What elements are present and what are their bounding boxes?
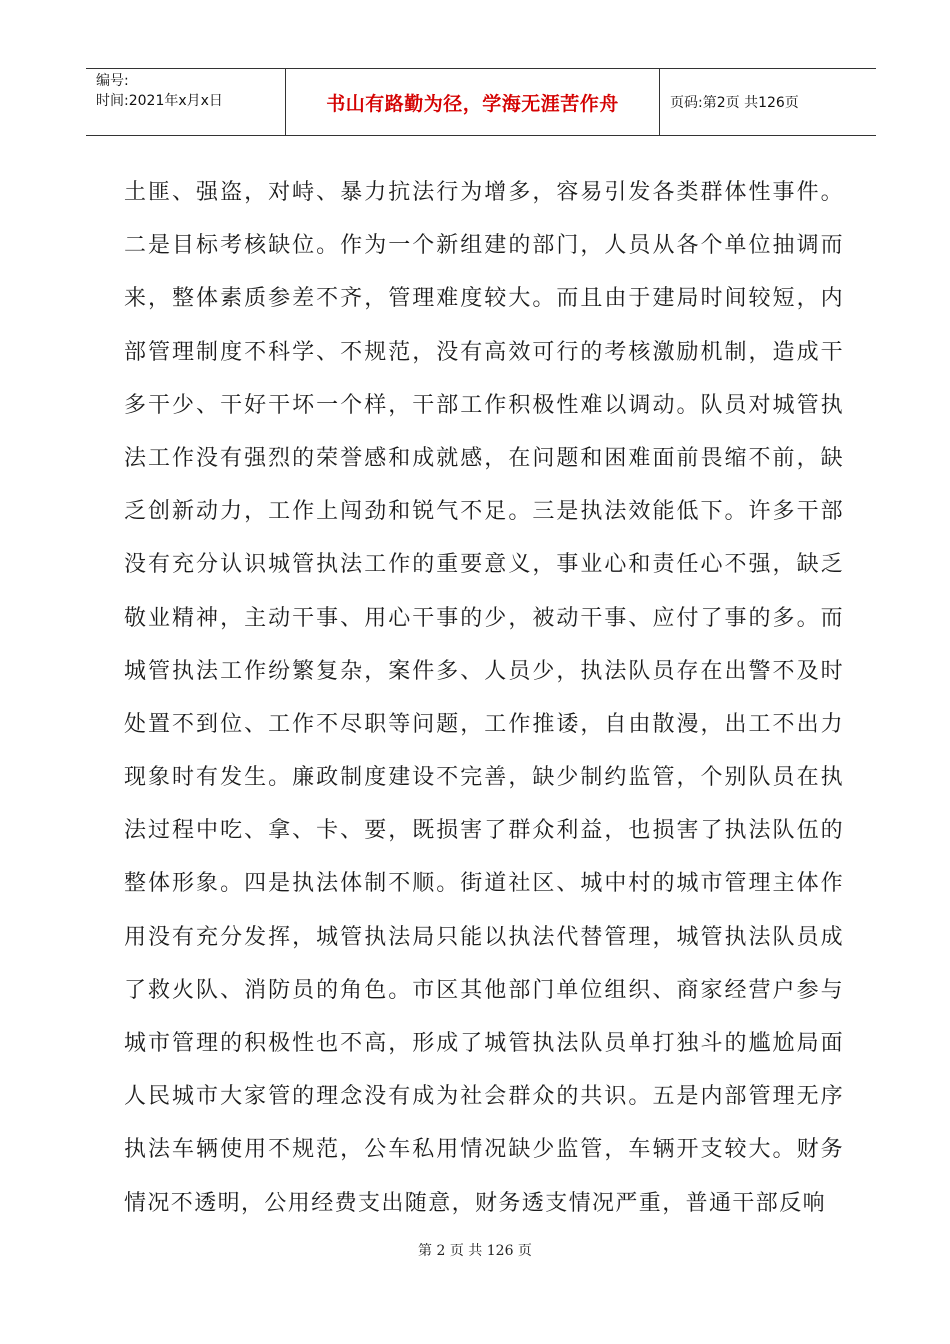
- text-line: 没有充分认识城管执法工作的重要意义，事业心和责任心不强，缺乏: [124, 552, 844, 578]
- text-line: 乏创新动力，工作上闯劲和锐气不足。三是执法效能低下。许多干部: [124, 499, 844, 525]
- text-line: 了救火队、消防员的角色。市区其他部门单位组织、商家经营户参与: [124, 977, 844, 1003]
- document-time-label: 时间:2021年x月x日: [96, 93, 223, 109]
- text-line: 城管执法工作纷繁复杂，案件多、人员少，执法队员存在出警不及时: [124, 658, 844, 684]
- text-line: 用没有充分发挥，城管执法局只能以执法代替管理，城管执法队员成: [124, 924, 844, 950]
- text-line: 多干少、干好干坏一个样，干部工作积极性难以调动。队员对城管执: [124, 392, 844, 418]
- text-line: 执法车辆使用不规范，公车私用情况缺少监管，车辆开支较大。财务: [124, 1137, 844, 1163]
- header-page-info: 页码:第2页 共126页: [670, 95, 799, 111]
- text-line: 人民城市大家管的理念没有成为社会群众的共识。五是内部管理无序: [124, 1084, 844, 1110]
- header-slogan: 书山有路勤为径，学海无涯苦作舟: [286, 69, 660, 135]
- text-line: 二是目标考核缺位。作为一个新组建的部门，人员从各个单位抽调而: [124, 233, 844, 259]
- text-line: 处置不到位、工作不尽职等问题，工作推诿，自由散漫，出工不出力: [124, 711, 844, 737]
- page-header: [86, 68, 876, 136]
- text-line: 部管理制度不科学、不规范，没有高效可行的考核激励机制，造成干: [124, 339, 844, 365]
- text-line: 法工作没有强烈的荣誉感和成就感，在问题和困难面前畏缩不前，缺: [124, 445, 844, 471]
- document-number-label: 编号:: [96, 73, 129, 89]
- text-line: 敬业精神，主动干事、用心干事的少，被动干事、应付了事的多。而: [124, 605, 844, 631]
- text-line: 法过程中吃、拿、卡、要，既损害了群众利益，也损害了执法队伍的: [124, 818, 844, 844]
- header-meta: [86, 69, 286, 135]
- text-line: 土匪、强盗，对峙、暴力抗法行为增多，容易引发各类群体性事件。: [124, 180, 844, 205]
- body-text: [124, 166, 844, 1230]
- text-line: 城市管理的积极性也不高，形成了城管执法队员单打独斗的尴尬局面: [124, 1031, 844, 1056]
- text-line: 来，整体素质参差不齐，管理难度较大。而且由于建局时间较短，内: [124, 286, 844, 312]
- text-line: 整体形象。四是执法体制不顺。街道社区、城中村的城市管理主体作: [124, 871, 844, 897]
- page-footer: 第 2 页 共 126 页: [418, 1243, 532, 1259]
- text-line: 情况不透明，公用经费支出随意，财务透支情况严重，普通干部反响: [124, 1190, 827, 1216]
- text-line: 现象时有发生。廉政制度建设不完善，缺少制约监管，个别队员在执: [124, 765, 844, 791]
